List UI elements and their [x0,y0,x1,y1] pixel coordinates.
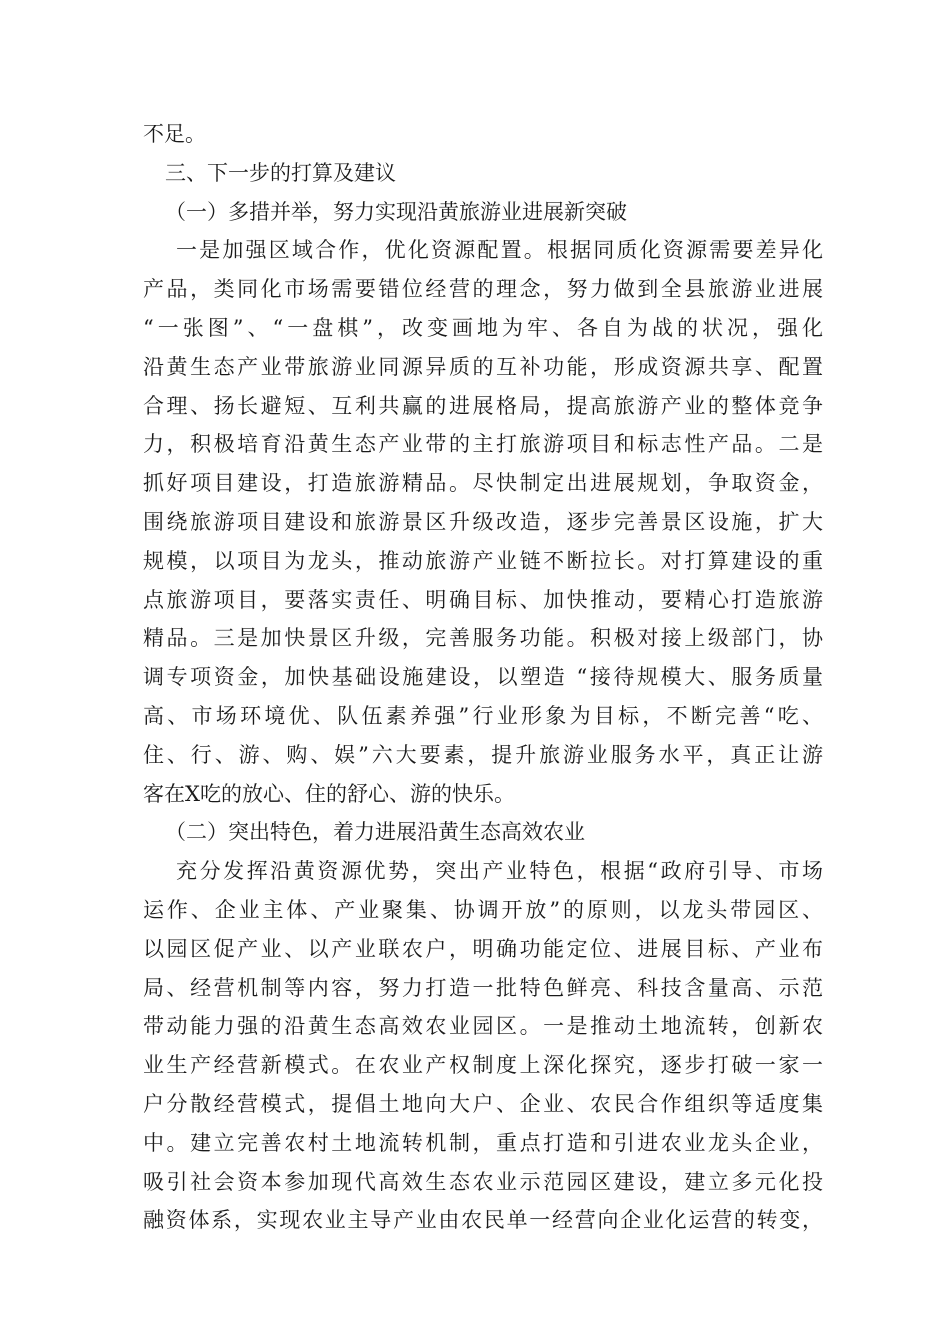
paragraph-line: 融资体系，实现农业主导产业由农民单一经营向企业化运营的转变， [143,1208,823,1233]
paragraph-line: 吸引社会资本参加现代高效生态农业示范园区建设，建立多元化投 [143,1169,823,1194]
paragraph-line: 合理、扬长避短、互利共赢的进展格局，提高旅游产业的整体竞争 [143,393,823,418]
paragraph-line: 产品，类同化市场需要错位经营的理念，努力做到全县旅游业进展 [143,277,823,302]
paragraph-line: 抓好项目建设，打造旅游精品。尽快制定出进展规划，争取资金， [143,471,823,496]
paragraph-line: 客在X吃的放心、住的舒心、游的快乐。 [143,781,515,806]
paragraph-line: 精品。三是加快景区升级，完善服务功能。积极对接上级部门，协 [143,626,823,651]
paragraph-line: 户分散经营模式，提倡土地向大户、企业、农民合作组织等适度集 [143,1091,823,1116]
section-heading: （一）多措并举，努力实现沿黄旅游业进展新突破 [165,199,627,224]
paragraph-line: 以园区促产业、以产业联农户，明确功能定位、进展目标、产业布 [143,936,823,961]
document-body [143,115,823,1240]
paragraph-line: 充分发挥沿黄资源优势，突出产业特色，根据“政府引导、市场 [176,859,823,884]
paragraph-line: “一张图”、“一盘棋”，改变画地为牢、各自为战的状况，强化 [143,315,823,340]
paragraph-line: 力，积极培育沿黄生态产业带的主打旅游项目和标志性产品。二是 [143,432,823,457]
paragraph-line: 运作、企业主体、产业聚集、协调开放”的原则，以龙头带园区、 [143,897,823,922]
paragraph-line: 带动能力强的沿黄生态高效农业园区。一是推动土地流转，创新农 [143,1014,823,1039]
section-heading: （二）突出特色，着力进展沿黄生态高效农业 [165,820,585,845]
paragraph-line: 不足。 [143,122,206,146]
paragraph-line: 沿黄生态产业带旅游业同源异质的互补功能，形成资源共享、配置 [143,354,823,379]
paragraph-line: 住、行、游、购、娱”六大要素，提升旅游业服务水平，真正让游 [143,742,823,767]
paragraph-line: 调专项资金，加快基础设施建设，以塑造 “接待规模大、服务质量 [143,665,823,690]
paragraph-line: 中。建立完善农村土地流转机制，重点打造和引进农业龙头企业， [143,1130,823,1155]
section-heading: 三、下一步的打算及建议 [165,160,396,185]
paragraph-line: 规模，以项目为龙头，推动旅游产业链不断拉长。对打算建设的重 [143,548,823,573]
paragraph-line: 一是加强区域合作，优化资源配置。根据同质化资源需要差异化 [176,238,823,263]
paragraph-line: 局、经营机制等内容，努力打造一批特色鲜亮、科技含量高、示范 [143,975,823,1000]
paragraph-line: 业生产经营新模式。在农业产权制度上深化探究，逐步打破一家一 [143,1053,823,1078]
paragraph-line: 高、市场环境优、队伍素养强”行业形象为目标，不断完善“吃、 [143,703,823,728]
paragraph-line: 围绕旅游项目建设和旅游景区升级改造，逐步完善景区设施，扩大 [143,509,823,534]
paragraph-line: 点旅游项目，要落实责任、明确目标、加快推动，要精心打造旅游 [143,587,823,612]
